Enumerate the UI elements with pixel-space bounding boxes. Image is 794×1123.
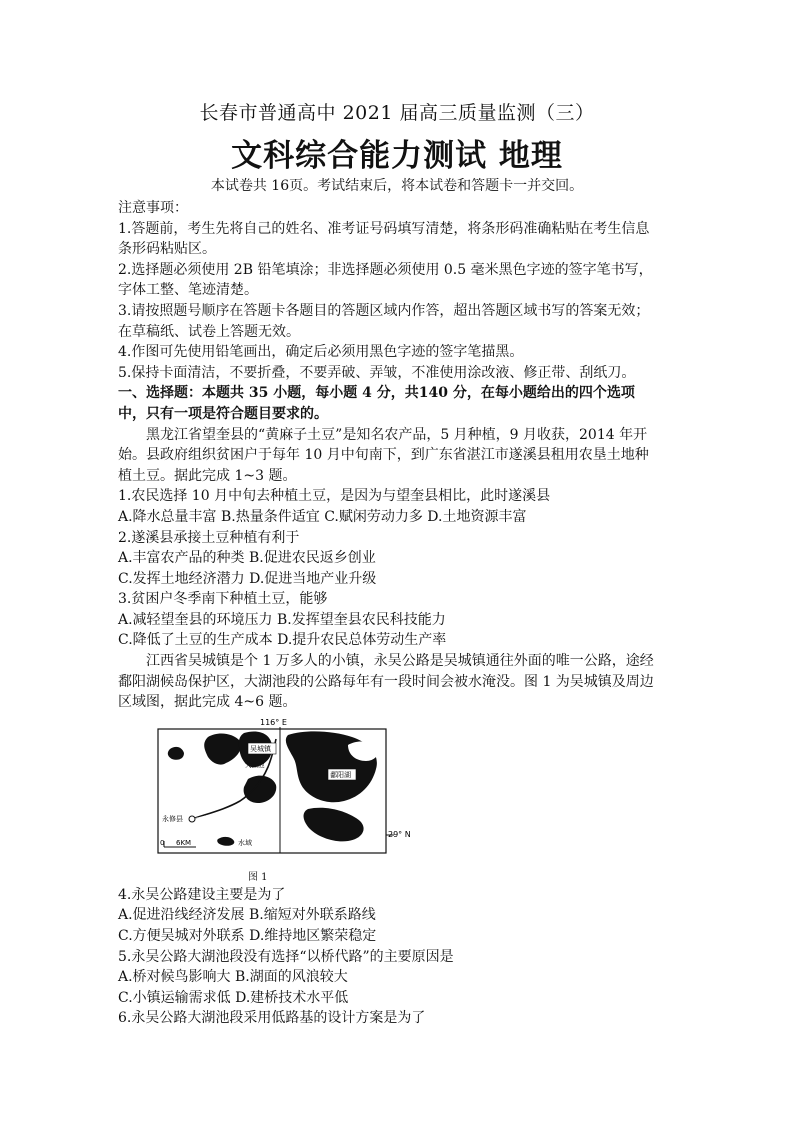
note-item: 1.答题前，考生先将自己的姓名、准考证号码填写清楚，将条形码准确粘贴在考生信息条形码粘贴区。 — [118, 220, 650, 258]
notes-heading: 注意事项： — [118, 200, 188, 216]
question-stem: 5.永吴公路大湖池段没有选择“以桥代路”的主要原因是 — [118, 948, 454, 965]
yongxiu-label: 永修县 — [162, 814, 183, 823]
question-stem: 2.遂溪县承接土豆种植有利于 — [118, 529, 300, 546]
scale-text: 6KM — [176, 838, 192, 847]
exam-intro: 本试卷共 16页。考试结束后，将本试卷和答题卡一并交回。 — [210, 178, 584, 194]
dahuchi-label: 大湖池 — [245, 760, 265, 769]
question-stem: 1.农民选择 10 月中旬去种植土豆，是因为与望奎县相比，此时遂溪县 — [118, 488, 551, 505]
subject-title: 文科综合能力测试 地理 — [231, 138, 563, 174]
section-heading: 一、选择题：本题共 35 小题，每小题 4 分，共140 分，在每小题给出的四个选项中，只有一项是符合题目要求的。 — [118, 385, 635, 422]
passage-1: 黑龙江省望奎县的“黄麻子土豆”是知名农产品，5 月种植，9 月收获，2014 年开始。县政府组织贫困户于每年 10 月中旬南下，到广东省湛江市遂溪县租用农垦土地种植土豆。据此完成 1~3 题。 — [118, 426, 649, 484]
note-item: 4.作图可先使用铅笔画出，确定后必须用黑色字迹的签字笔描黑。 — [118, 344, 524, 361]
question-options: A.丰富农产品的种类 B.促进农民返乡创业 — [118, 550, 376, 567]
note-item: 5.保持卡面清洁，不要折叠，不要弄破、弄皱，不准使用涂改液、修正带、刮纸刀。 — [118, 364, 636, 381]
question-stem: 4.永吴公路建设主要是为了 — [118, 886, 286, 903]
question-options: A.降水总量丰富 B.热量条件适宜 C.赋闲劳动力多 D.土地资源丰富 — [118, 508, 527, 525]
scale-zero: 0 — [160, 838, 165, 847]
question-stem: 6.永吴公路大湖池段采用低路基的设计方案是为了 — [118, 1010, 426, 1027]
yongxiu-marker — [189, 816, 195, 822]
legend-water-label: 水域 — [238, 838, 252, 847]
latitude-label: 29° N — [388, 829, 411, 839]
question-options: C.小镇运输需求低 D.建桥技术水平低 — [118, 989, 349, 1006]
note-item: 2.选择题必须使用 2B 铅笔填涂；非选择题必须使用 0.5 毫米黑色字迹的签字笔书写，字体工整、笔迹清楚。 — [118, 261, 653, 299]
figure-caption: 图 1 — [248, 871, 268, 883]
exam-title: 长春市普通高中 2021 届高三质量监测（三） — [199, 102, 595, 124]
note-item: 3.请按照题号顺序在答题卡各题目的答题区域内作答，超出答题区域书写的答案无效；在草稿纸、试卷上答题无效。 — [118, 302, 650, 340]
question-options: C.降低了土豆的生产成本 D.提升农民总体劳动生产率 — [118, 632, 447, 649]
region-map — [148, 715, 418, 867]
passage-2: 江西省吴城镇是个 1 万多人的小镇，永吴公路是吴城镇通往外面的唯一公路，途经鄱阳湖候岛保护区，大湖池段的公路每年有一段时间会被水淹没。图 1 为吴城镇及周边区域图，据此完成 4~6 题。 — [118, 653, 654, 711]
wucheng-label: 吴城镇 — [250, 744, 271, 753]
exam-body — [118, 198, 658, 1029]
question-options: C.发挥土地经济潜力 D.促进当地产业升级 — [118, 570, 377, 587]
poyang-label: 鄱阳湖 — [330, 770, 351, 779]
question-stem: 3.贫困户冬季南下种植土豆，能够 — [118, 591, 328, 608]
question-options: A.减轻望奎县的环境压力 B.发挥望奎县农民科技能力 — [118, 611, 446, 628]
longitude-label: 116° E — [260, 717, 287, 727]
question-options: C.方便吴城对外联系 D.维持地区繁荣稳定 — [118, 928, 377, 945]
question-options: A.促进沿线经济发展 B.缩短对外联系路线 — [118, 907, 376, 924]
question-options: A.桥对候鸟影响大 B.湖面的风浪较大 — [118, 969, 348, 986]
figure-1 — [118, 715, 658, 885]
